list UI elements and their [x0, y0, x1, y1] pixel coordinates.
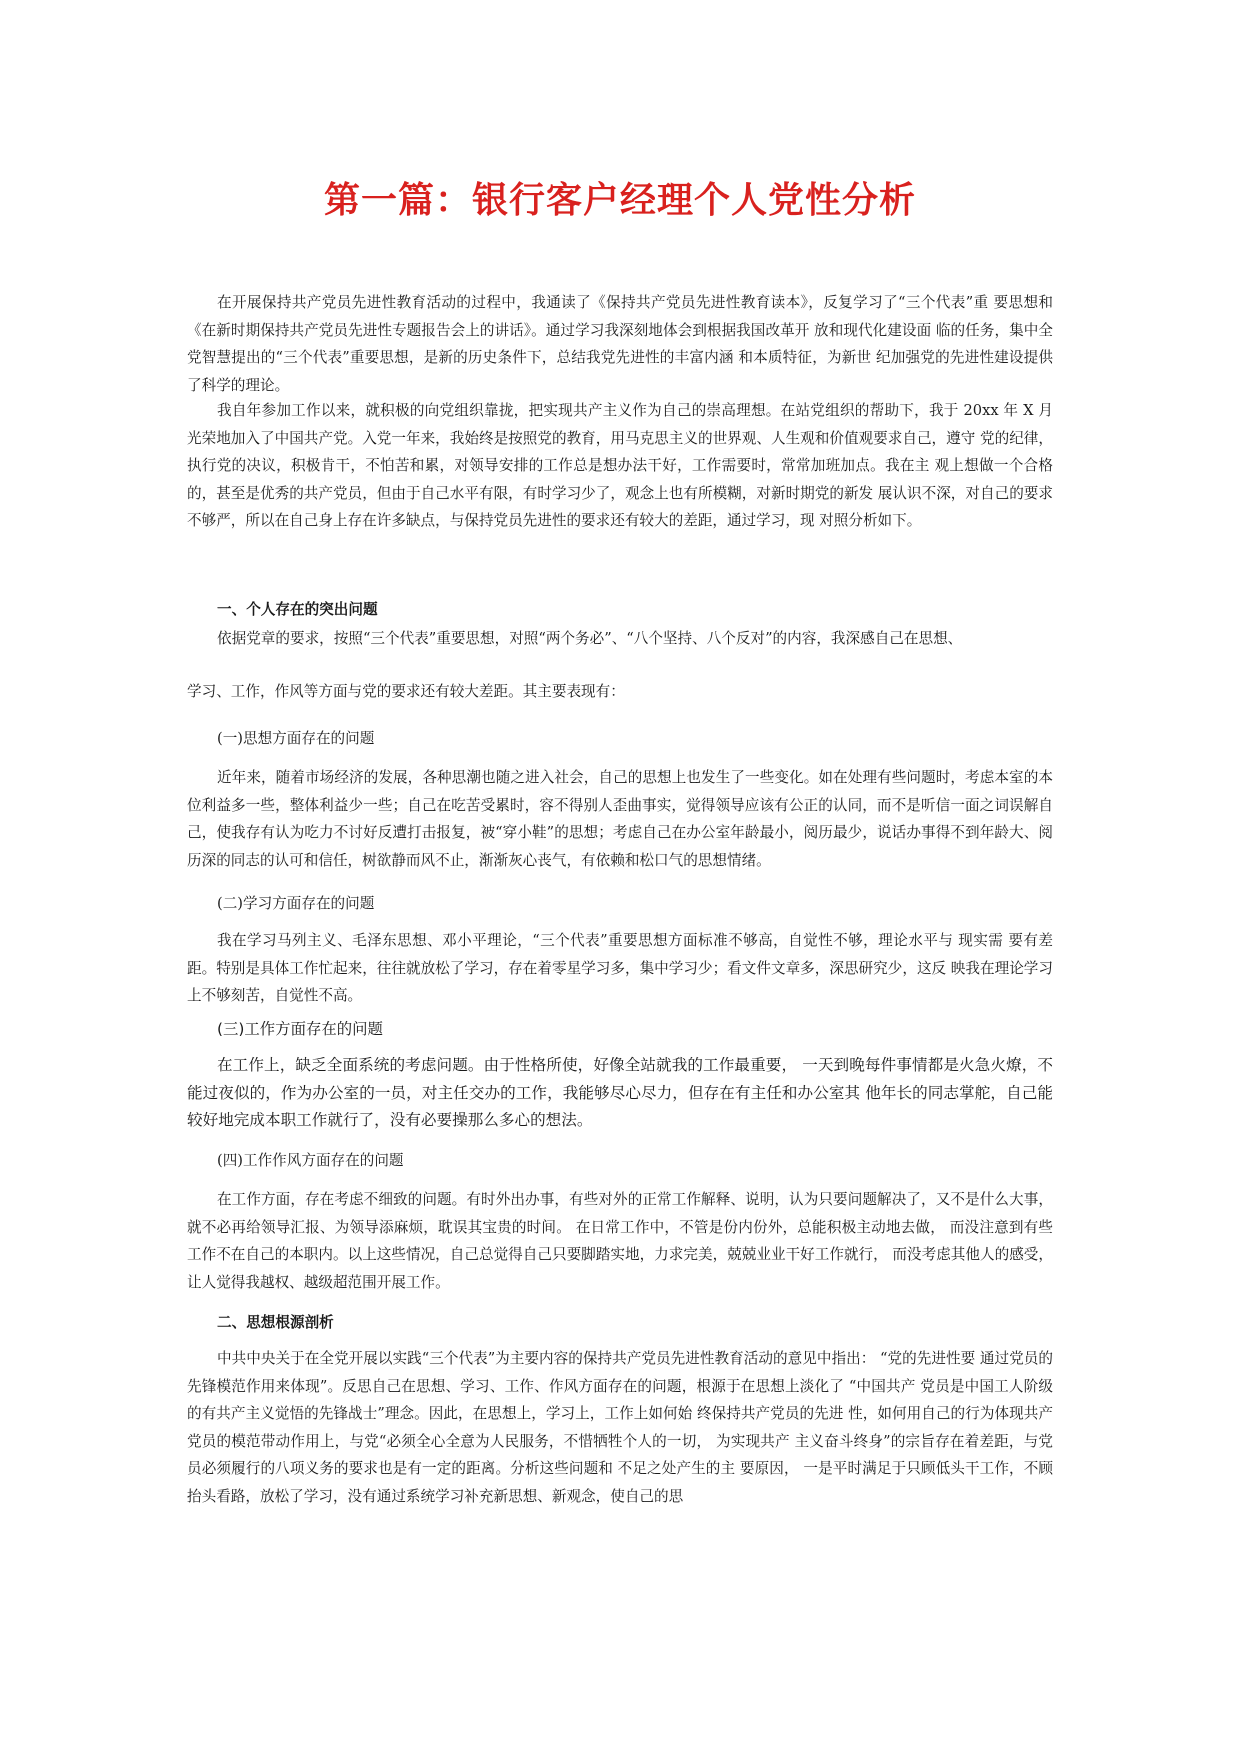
- paragraph-work: 在工作上，缺乏全面系统的考虑问题。由于性格所使，好像全站就我的工作最重要， 一天到晚每件事情都是火急火燎，不 能过夜似的，作为办公室的一员，对主任交办的工作，我能够尽心尽力，但存在有主任和办公室其 他年长的同志掌舵，自己能 较好地完成本职工作就行了，没有必要操那么多心的想法。: [187, 1056, 1053, 1129]
- paragraph-study: 我在学习马列主义、毛泽东思想、邓小平理论，“三个代表”重要思想方面标准不够高，自觉性不够，理论水平与 现实需 要有差距。特别是具体工作忙起来，往往就放松了学习，存在着零星学习多，集中学习少；看文件文章多，深思研究少，这反 映我在理论学习上不够刻苦，自觉性不高。: [187, 932, 1053, 1004]
- section-heading-2: 二、思想根源剖析: [217, 1314, 334, 1331]
- paragraph-style: 在工作方面，存在考虑不细致的问题。有时外出办事，有些对外的正常工作解释、说明，认为只要问题解决了，又不是什么大事，就不必再给领导汇报、为领导添麻烦，耽误其宝贵的时间。 在日常工作中，不管是份内份外，总能积极主动地去做， 而没注意到有些工作不在自己的本职内。以上这些情况，自己总觉得自己只要脚踏实地，力求完美，兢兢业业干好工作就行， 而没考虑其他人的感受，让人觉得我越权、越级超范围开展工作。: [187, 1191, 1053, 1291]
- paragraph-thought: 近年来，随着市场经济的发展，各种思潮也随之进入社会，自己的思想上也发生了一些变化。如在处理有些问题时，考虑本室的本位利益多一些，整体利益少一些；自己在吃苦受累时，容不得别人歪曲事实，觉得领导应该有公正的认同，而不是听信一面之词误解自己，使我存有认为吃力不讨好反遭打击报复，被“穿小鞋”的思想；考虑自己在办公室年龄最小，阅历最少，说话办事得不到年龄大、阅历深的同志的认可和信任，树欲静而风不止，渐渐灰心丧气，有依赖和松口气的思想情绪。: [187, 769, 1053, 869]
- section-heading-1: 一、个人存在的突出问题: [217, 601, 378, 618]
- paragraph-requirements-line1: 依据党章的要求，按照“三个代表”重要思想，对照“两个务必”、“八个坚持、八个反对”的内容，我深感自己在思想、: [217, 630, 963, 647]
- subheading-study: (二)学习方面存在的问题: [217, 895, 375, 912]
- document-title: 第一篇：银行客户经理个人党性分析: [323, 179, 916, 221]
- subheading-thought: (一)思想方面存在的问题: [217, 730, 375, 747]
- subheading-style: (四)工作作风方面存在的问题: [217, 1152, 404, 1169]
- paragraph-root-cause: 中共中央关于在全党开展以实践“三个代表”为主要内容的保持共产党员先进性教育活动的意见中指出： “党的先进性要 通过党员的先锋模范作用来体现”。反思自己在思想、学习、工作、作风方面存在的问题，根源于在思想上淡化了 “中国共产 党员是中国工人阶级的有共产主义觉悟的先锋战士”理念。因此，在思想上，学习上，工作上如何始 终保持共产党员的先进 性，如何用自己的行为体现共产党员的模范带动作用上，与党“必须全心全意为人民服务，不惜牺牲个人的一切， 为实现共产 主义奋斗终身”的宗旨存在着差距，与党员必须履行的八项义务的要求也是有一定的距离。分析这些问题和 不足之处产生的主 要原因， 一是平时满足于只顾低头干工作，不顾抬头看路，放松了学习，没有通过系统学习补充新思想、新观念，使自己的思: [187, 1350, 1053, 1505]
- paragraph-requirements-line2: 学习、工作，作风等方面与党的要求还有较大差距。其主要表现有：: [187, 683, 625, 700]
- paragraph-intro: 在开展保持共产党员先进性教育活动的过程中，我通读了《保持共产党员先进性教育读本》，反复学习了“三个代表”重 要思想和《在新时期保持共产党员先进性专题报告会上的讲话》。通过学习我深刻地体会到根据我国改革开 放和现代化建设面 临的任务，集中全党智慧提出的“三个代表”重要思想，是新的历史条件下，总结我党先进性的丰富内涵 和本质特征，为新世 纪加强党的先进性建设提供了科学的理论。: [187, 294, 1053, 394]
- subheading-work: (三)工作方面存在的问题: [217, 1020, 383, 1038]
- paragraph-background: 我自年参加工作以来，就积极的向党组织靠拢，把实现共产主义作为自己的崇高理想。在站党组织的帮助下，我于 20xx 年 X 月光荣地加入了中国共产党。入党一年来，我始终是按照党的教育，用马克思主义的世界观、人生观和价值观要求自己，遵守 党的纪律，执行党的决议，积极肯干，不怕苦和累，对领导安排的工作总是想办法干好，工作需要时，常常加班加点。我在主 观上想做一个合格的，甚至是优秀的共产党员，但由于自己水平有限，有时学习少了，观念上也有所模糊，对新时期党的新发 展认识不深，对自己的要求不够严，所以在自己身上存在许多缺点，与保持党员先进性的要求还有较大的差距，通过学习，现 对照分析如下。: [187, 402, 1053, 529]
